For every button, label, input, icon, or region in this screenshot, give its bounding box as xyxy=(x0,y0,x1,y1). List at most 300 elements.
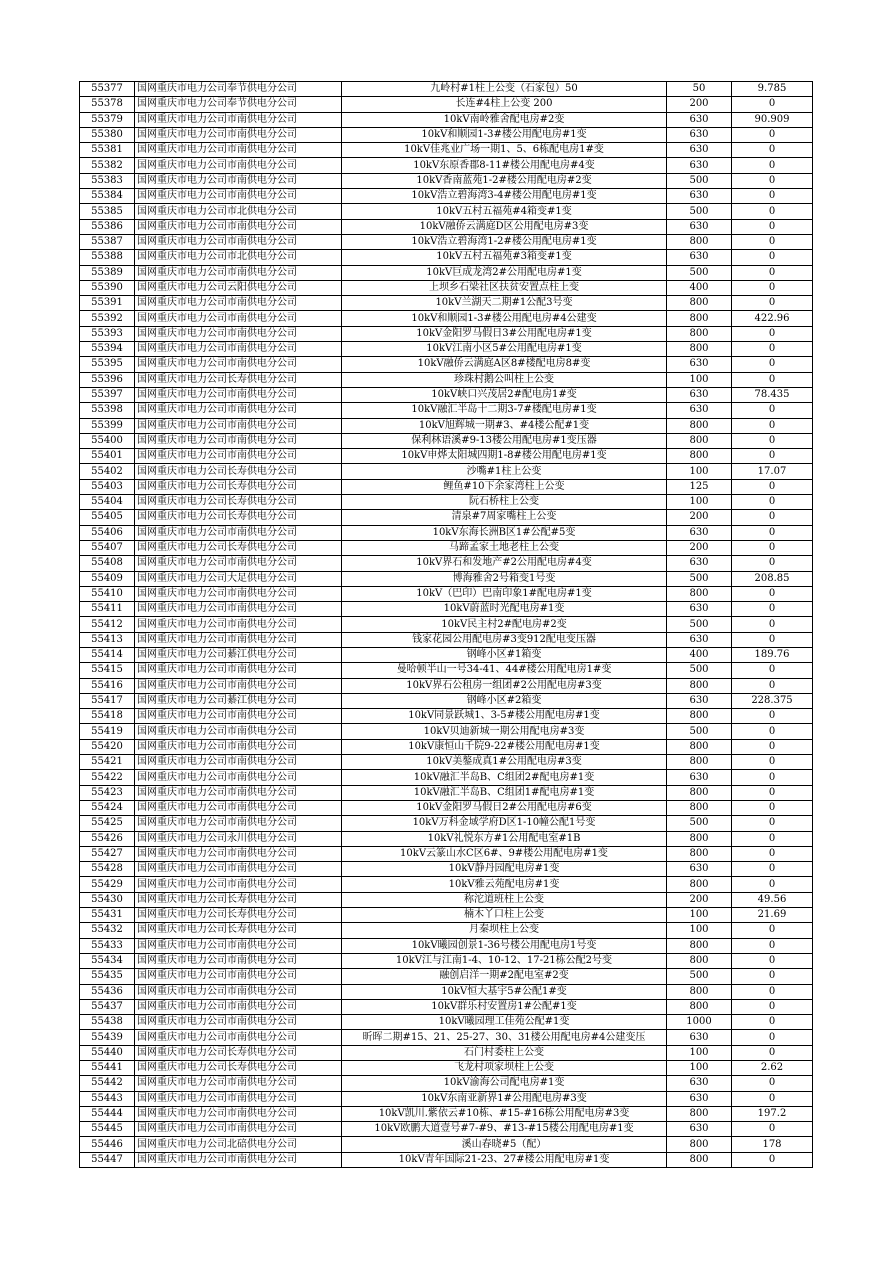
value-cell: 0 xyxy=(732,250,813,265)
row-id-cell: 55432 xyxy=(80,923,135,938)
table-row xyxy=(80,831,813,846)
company-cell: 国网重庆市电力公司市南供电分公司 xyxy=(135,724,342,739)
transformer-name-cell: 10kV民主村2#配电房#2变 xyxy=(342,617,667,632)
row-id-cell: 55430 xyxy=(80,892,135,907)
capacity-cell: 800 xyxy=(667,1137,732,1152)
capacity-cell: 800 xyxy=(667,1152,732,1167)
transformer-name-cell: 10kV东南亚新界1#公用配电房#3变 xyxy=(342,1091,667,1106)
table-row xyxy=(80,158,813,173)
row-id-cell: 55390 xyxy=(80,280,135,295)
table-row xyxy=(80,127,813,142)
company-cell: 国网重庆市电力公司长寿供电分公司 xyxy=(135,923,342,938)
transformer-name-cell: 10kV界石公租房一组团#2公用配电房#3变 xyxy=(342,678,667,693)
value-cell: 0 xyxy=(732,403,813,418)
table-row xyxy=(80,1030,813,1045)
transformer-name-cell: 10kV融汇半岛十二期3-7#楼配电房#1变 xyxy=(342,403,667,418)
value-cell: 2.62 xyxy=(732,1061,813,1076)
capacity-cell: 200 xyxy=(667,97,732,112)
value-cell: 0 xyxy=(732,433,813,448)
capacity-cell: 500 xyxy=(667,173,732,188)
row-id-cell: 55415 xyxy=(80,663,135,678)
company-cell: 国网重庆市电力公司长寿供电分公司 xyxy=(135,495,342,510)
table-row xyxy=(80,387,813,402)
company-cell: 国网重庆市电力公司市南供电分公司 xyxy=(135,984,342,999)
company-cell: 国网重庆市电力公司市南供电分公司 xyxy=(135,678,342,693)
capacity-cell: 630 xyxy=(667,525,732,540)
table-row xyxy=(80,433,813,448)
company-cell: 国网重庆市电力公司市南供电分公司 xyxy=(135,403,342,418)
table-row xyxy=(80,800,813,815)
table-row xyxy=(80,250,813,265)
row-id-cell: 55405 xyxy=(80,510,135,525)
capacity-cell: 50 xyxy=(667,82,732,97)
capacity-cell: 100 xyxy=(667,1061,732,1076)
transformer-name-cell: 10kV金阳罗马假日3#公用配电房#1变 xyxy=(342,326,667,341)
table-row xyxy=(80,602,813,617)
row-id-cell: 55380 xyxy=(80,127,135,142)
value-cell: 90.909 xyxy=(732,112,813,127)
table-row xyxy=(80,739,813,754)
table-row xyxy=(80,999,813,1014)
capacity-cell: 630 xyxy=(667,862,732,877)
transformer-name-cell: 称沱道班柱上公变 xyxy=(342,892,667,907)
table-row xyxy=(80,357,813,372)
company-cell: 国网重庆市电力公司长寿供电分公司 xyxy=(135,510,342,525)
transformer-name-cell: 10kV融侨云满庭A区8#楼配电房8#变 xyxy=(342,357,667,372)
capacity-cell: 630 xyxy=(667,387,732,402)
company-cell: 国网重庆市电力公司市南供电分公司 xyxy=(135,999,342,1014)
capacity-cell: 500 xyxy=(667,204,732,219)
company-cell: 国网重庆市电力公司市南供电分公司 xyxy=(135,296,342,311)
capacity-cell: 800 xyxy=(667,800,732,815)
capacity-cell: 800 xyxy=(667,755,732,770)
row-id-cell: 55383 xyxy=(80,173,135,188)
row-id-cell: 55410 xyxy=(80,586,135,601)
transformer-name-cell: 10kV南岭雅舍配电房#2变 xyxy=(342,112,667,127)
table-row xyxy=(80,969,813,984)
row-id-cell: 55400 xyxy=(80,433,135,448)
value-cell: 0 xyxy=(732,449,813,464)
value-cell: 0 xyxy=(732,816,813,831)
capacity-cell: 500 xyxy=(667,663,732,678)
value-cell: 0 xyxy=(732,372,813,387)
transformer-name-cell: 九岭村#1柱上公变（石家包）50 xyxy=(342,82,667,97)
company-cell: 国网重庆市电力公司市南供电分公司 xyxy=(135,632,342,647)
table-row xyxy=(80,1076,813,1091)
capacity-cell: 800 xyxy=(667,678,732,693)
value-cell: 0 xyxy=(732,724,813,739)
value-cell: 0 xyxy=(732,342,813,357)
value-cell: 178 xyxy=(732,1137,813,1152)
company-cell: 国网重庆市电力公司长寿供电分公司 xyxy=(135,1045,342,1060)
capacity-cell: 500 xyxy=(667,724,732,739)
capacity-cell: 400 xyxy=(667,280,732,295)
capacity-cell: 630 xyxy=(667,189,732,204)
company-cell: 国网重庆市电力公司市南供电分公司 xyxy=(135,1091,342,1106)
value-cell: 422.96 xyxy=(732,311,813,326)
company-cell: 国网重庆市电力公司长寿供电分公司 xyxy=(135,372,342,387)
row-id-cell: 55409 xyxy=(80,571,135,586)
row-id-cell: 55421 xyxy=(80,755,135,770)
row-id-cell: 55429 xyxy=(80,877,135,892)
row-id-cell: 55396 xyxy=(80,372,135,387)
company-cell: 国网重庆市电力公司市南供电分公司 xyxy=(135,1076,342,1091)
capacity-cell: 800 xyxy=(667,433,732,448)
capacity-cell: 1000 xyxy=(667,1015,732,1030)
table-row xyxy=(80,540,813,555)
capacity-cell: 800 xyxy=(667,877,732,892)
capacity-cell: 200 xyxy=(667,510,732,525)
transformer-name-cell: 10kV东海长洲B区1#公配#5变 xyxy=(342,525,667,540)
table-row xyxy=(80,403,813,418)
company-cell: 国网重庆市电力公司市南供电分公司 xyxy=(135,556,342,571)
value-cell: 0 xyxy=(732,755,813,770)
transformer-name-cell: 10kV巨成龙湾2#公用配电房#1变 xyxy=(342,265,667,280)
value-cell: 0 xyxy=(732,158,813,173)
row-id-cell: 55395 xyxy=(80,357,135,372)
company-cell: 国网重庆市电力公司市南供电分公司 xyxy=(135,158,342,173)
value-cell: 0 xyxy=(732,97,813,112)
table-row xyxy=(80,311,813,326)
table-row xyxy=(80,877,813,892)
capacity-cell: 500 xyxy=(667,617,732,632)
row-id-cell: 55436 xyxy=(80,984,135,999)
row-id-cell: 55377 xyxy=(80,82,135,97)
transformer-name-cell: 10kV金阳罗马假日2#公用配电房#6变 xyxy=(342,800,667,815)
row-id-cell: 55389 xyxy=(80,265,135,280)
table-row xyxy=(80,617,813,632)
value-cell: 0 xyxy=(732,709,813,724)
row-id-cell: 55426 xyxy=(80,831,135,846)
capacity-cell: 200 xyxy=(667,540,732,555)
value-cell: 0 xyxy=(732,525,813,540)
capacity-cell: 800 xyxy=(667,311,732,326)
company-cell: 国网重庆市电力公司市南供电分公司 xyxy=(135,816,342,831)
value-cell: 0 xyxy=(732,1091,813,1106)
row-id-cell: 55446 xyxy=(80,1137,135,1152)
capacity-cell: 800 xyxy=(667,999,732,1014)
value-cell: 0 xyxy=(732,877,813,892)
company-cell: 国网重庆市电力公司市南供电分公司 xyxy=(135,1122,342,1137)
capacity-cell: 800 xyxy=(667,1106,732,1121)
value-cell: 49.56 xyxy=(732,892,813,907)
transformer-name-cell: 曼哈顿半山一号34-41、44#楼公用配电房1#变 xyxy=(342,663,667,678)
row-id-cell: 55431 xyxy=(80,908,135,923)
transformer-name-cell: 10kV佳兆业广场一期1、5、6栋配电房1#变 xyxy=(342,143,667,158)
row-id-cell: 55388 xyxy=(80,250,135,265)
company-cell: 国网重庆市电力公司长寿供电分公司 xyxy=(135,464,342,479)
row-id-cell: 55440 xyxy=(80,1045,135,1060)
capacity-cell: 800 xyxy=(667,938,732,953)
company-cell: 国网重庆市电力公司市南供电分公司 xyxy=(135,877,342,892)
value-cell: 0 xyxy=(732,617,813,632)
row-id-cell: 55434 xyxy=(80,953,135,968)
capacity-cell: 100 xyxy=(667,372,732,387)
table-row xyxy=(80,632,813,647)
table-row xyxy=(80,785,813,800)
capacity-cell: 800 xyxy=(667,984,732,999)
value-cell: 0 xyxy=(732,296,813,311)
company-cell: 国网重庆市电力公司长寿供电分公司 xyxy=(135,540,342,555)
value-cell: 0 xyxy=(732,846,813,861)
value-cell: 0 xyxy=(732,663,813,678)
company-cell: 国网重庆市电力公司市南供电分公司 xyxy=(135,709,342,724)
transformer-name-cell: 10kV五村五福苑#3箱变#1变 xyxy=(342,250,667,265)
value-cell: 0 xyxy=(732,862,813,877)
table-row xyxy=(80,816,813,831)
table-row xyxy=(80,97,813,112)
company-cell: 国网重庆市电力公司市南供电分公司 xyxy=(135,739,342,754)
value-cell: 0 xyxy=(732,586,813,601)
table-row xyxy=(80,143,813,158)
table-row xyxy=(80,418,813,433)
row-id-cell: 55418 xyxy=(80,709,135,724)
table-row xyxy=(80,1122,813,1137)
row-id-cell: 55442 xyxy=(80,1076,135,1091)
row-id-cell: 55382 xyxy=(80,158,135,173)
company-cell: 国网重庆市电力公司市南供电分公司 xyxy=(135,234,342,249)
transformer-table-body xyxy=(80,82,813,1168)
row-id-cell: 55417 xyxy=(80,693,135,708)
company-cell: 国网重庆市电力公司市南供电分公司 xyxy=(135,219,342,234)
transformer-name-cell: 10kV申烨太阳城四期1-8#楼公用配电房#1变 xyxy=(342,449,667,464)
capacity-cell: 800 xyxy=(667,342,732,357)
company-cell: 国网重庆市电力公司市南供电分公司 xyxy=(135,342,342,357)
company-cell: 国网重庆市电力公司綦江供电分公司 xyxy=(135,647,342,662)
value-cell: 0 xyxy=(732,265,813,280)
row-id-cell: 55428 xyxy=(80,862,135,877)
value-cell: 0 xyxy=(732,938,813,953)
capacity-cell: 500 xyxy=(667,816,732,831)
company-cell: 国网重庆市电力公司云阳供电分公司 xyxy=(135,280,342,295)
company-cell: 国网重庆市电力公司市南供电分公司 xyxy=(135,449,342,464)
table-row xyxy=(80,326,813,341)
table-row xyxy=(80,280,813,295)
transformer-name-cell: 10kV凯川.紫依云#10栋、#15-#16栋公用配电房#3变 xyxy=(342,1106,667,1121)
capacity-cell: 630 xyxy=(667,1091,732,1106)
row-id-cell: 55387 xyxy=(80,234,135,249)
transformer-name-cell: 鲤鱼#10下余家湾柱上公变 xyxy=(342,479,667,494)
transformer-name-cell: 沙嘴#1柱上公变 xyxy=(342,464,667,479)
value-cell: 0 xyxy=(732,923,813,938)
table-row xyxy=(80,479,813,494)
table-row xyxy=(80,296,813,311)
company-cell: 国网重庆市电力公司市南供电分公司 xyxy=(135,112,342,127)
transformer-name-cell: 10kV美鏊成真1#公用配电房#3变 xyxy=(342,755,667,770)
value-cell: 0 xyxy=(732,540,813,555)
company-cell: 国网重庆市电力公司市南供电分公司 xyxy=(135,173,342,188)
company-cell: 国网重庆市电力公司市南供电分公司 xyxy=(135,953,342,968)
transformer-name-cell: 博海雅舍2号箱变1号变 xyxy=(342,571,667,586)
value-cell: 228.375 xyxy=(732,693,813,708)
company-cell: 国网重庆市电力公司市南供电分公司 xyxy=(135,969,342,984)
row-id-cell: 55408 xyxy=(80,556,135,571)
company-cell: 国网重庆市电力公司长寿供电分公司 xyxy=(135,479,342,494)
transformer-name-cell: 10kV界石和发地产#2公用配电房#4变 xyxy=(342,556,667,571)
company-cell: 国网重庆市电力公司长寿供电分公司 xyxy=(135,908,342,923)
row-id-cell: 55441 xyxy=(80,1061,135,1076)
value-cell: 0 xyxy=(732,1076,813,1091)
value-cell: 0 xyxy=(732,173,813,188)
transformer-name-cell: 10kV融汇半岛B、C组团2#配电房#1变 xyxy=(342,770,667,785)
table-row xyxy=(80,663,813,678)
table-row xyxy=(80,984,813,999)
capacity-cell: 500 xyxy=(667,571,732,586)
value-cell: 0 xyxy=(732,785,813,800)
table-row xyxy=(80,1137,813,1152)
transformer-name-cell: 石门村委柱上公变 xyxy=(342,1045,667,1060)
capacity-cell: 500 xyxy=(667,969,732,984)
row-id-cell: 55398 xyxy=(80,403,135,418)
company-cell: 国网重庆市电力公司市南供电分公司 xyxy=(135,143,342,158)
capacity-cell: 800 xyxy=(667,831,732,846)
value-cell: 208.85 xyxy=(732,571,813,586)
capacity-cell: 630 xyxy=(667,403,732,418)
value-cell: 0 xyxy=(732,739,813,754)
company-cell: 国网重庆市电力公司市南供电分公司 xyxy=(135,189,342,204)
capacity-cell: 630 xyxy=(667,250,732,265)
table-row xyxy=(80,693,813,708)
transformer-name-cell: 10kV云篆山水C区6#、9#楼公用配电房#1变 xyxy=(342,846,667,861)
company-cell: 国网重庆市电力公司市南供电分公司 xyxy=(135,785,342,800)
value-cell: 0 xyxy=(732,1015,813,1030)
transformer-name-cell: 10kV礼悦东方#1公用配电室#1B xyxy=(342,831,667,846)
table-row xyxy=(80,82,813,97)
row-id-cell: 55399 xyxy=(80,418,135,433)
capacity-cell: 630 xyxy=(667,1076,732,1091)
row-id-cell: 55423 xyxy=(80,785,135,800)
value-cell: 0 xyxy=(732,1122,813,1137)
row-id-cell: 55406 xyxy=(80,525,135,540)
table-row xyxy=(80,219,813,234)
transformer-name-cell: 清泉#7周家嘴柱上公变 xyxy=(342,510,667,525)
value-cell: 9.785 xyxy=(732,82,813,97)
row-id-cell: 55412 xyxy=(80,617,135,632)
transformer-name-cell: 10kV静丹园配电房#1变 xyxy=(342,862,667,877)
transformer-name-cell: 钢峰小区#1箱变 xyxy=(342,647,667,662)
company-cell: 国网重庆市电力公司市南供电分公司 xyxy=(135,433,342,448)
value-cell: 0 xyxy=(732,953,813,968)
capacity-cell: 630 xyxy=(667,1030,732,1045)
value-cell: 78.435 xyxy=(732,387,813,402)
table-row xyxy=(80,908,813,923)
row-id-cell: 55439 xyxy=(80,1030,135,1045)
transformer-name-cell: 月秦坝柱上公变 xyxy=(342,923,667,938)
capacity-cell: 800 xyxy=(667,296,732,311)
company-cell: 国网重庆市电力公司永川供电分公司 xyxy=(135,831,342,846)
row-id-cell: 55392 xyxy=(80,311,135,326)
transformer-name-cell: 10kV蔚蓝时光配电房#1变 xyxy=(342,602,667,617)
row-id-cell: 55413 xyxy=(80,632,135,647)
value-cell: 0 xyxy=(732,1030,813,1045)
table-row xyxy=(80,265,813,280)
transformer-name-cell: 阮石桥柱上公变 xyxy=(342,495,667,510)
company-cell: 国网重庆市电力公司市北供电分公司 xyxy=(135,204,342,219)
value-cell: 0 xyxy=(732,1045,813,1060)
company-cell: 国网重庆市电力公司长寿供电分公司 xyxy=(135,892,342,907)
row-id-cell: 55411 xyxy=(80,602,135,617)
transformer-name-cell: 飞龙村项家坝柱上公变 xyxy=(342,1061,667,1076)
row-id-cell: 55447 xyxy=(80,1152,135,1167)
company-cell: 国网重庆市电力公司市南供电分公司 xyxy=(135,1015,342,1030)
capacity-cell: 800 xyxy=(667,418,732,433)
value-cell: 0 xyxy=(732,127,813,142)
transformer-name-cell: 昕晖二期#15、21、25-27、30、31楼公用配电房#4公建变压 xyxy=(342,1030,667,1045)
value-cell: 0 xyxy=(732,831,813,846)
transformer-name-cell: 10kV康恒山千院9-22#楼公用配电房#1变 xyxy=(342,739,667,754)
table-row xyxy=(80,510,813,525)
capacity-cell: 800 xyxy=(667,586,732,601)
row-id-cell: 55397 xyxy=(80,387,135,402)
transformer-name-cell: 10kV雅云苑配电房#1变 xyxy=(342,877,667,892)
capacity-cell: 800 xyxy=(667,953,732,968)
company-cell: 国网重庆市电力公司市南供电分公司 xyxy=(135,800,342,815)
row-id-cell: 55386 xyxy=(80,219,135,234)
transformer-name-cell: 长连#4柱上公变 200 xyxy=(342,97,667,112)
transformer-name-cell: 溪山春晓#5（配） xyxy=(342,1137,667,1152)
row-id-cell: 55404 xyxy=(80,495,135,510)
table-row xyxy=(80,342,813,357)
capacity-cell: 800 xyxy=(667,326,732,341)
row-id-cell: 55427 xyxy=(80,846,135,861)
capacity-cell: 800 xyxy=(667,785,732,800)
row-id-cell: 55401 xyxy=(80,449,135,464)
table-row xyxy=(80,862,813,877)
capacity-cell: 630 xyxy=(667,602,732,617)
company-cell: 国网重庆市电力公司市南供电分公司 xyxy=(135,862,342,877)
capacity-cell: 500 xyxy=(667,265,732,280)
capacity-cell: 800 xyxy=(667,846,732,861)
table-row xyxy=(80,1091,813,1106)
capacity-cell: 800 xyxy=(667,449,732,464)
row-id-cell: 55444 xyxy=(80,1106,135,1121)
value-cell: 0 xyxy=(732,632,813,647)
value-cell: 0 xyxy=(732,602,813,617)
transformer-name-cell: 10kV曦园创景1-36号楼公用配电房1号变 xyxy=(342,938,667,953)
value-cell: 0 xyxy=(732,357,813,372)
value-cell: 0 xyxy=(732,326,813,341)
transformer-name-cell: 钱家花园公用配电房#3变912配电变压器 xyxy=(342,632,667,647)
value-cell: 0 xyxy=(732,479,813,494)
row-id-cell: 55391 xyxy=(80,296,135,311)
row-id-cell: 55433 xyxy=(80,938,135,953)
transformer-name-cell: 10kV江与江南1-4、10-12、17-21栋公配2号变 xyxy=(342,953,667,968)
capacity-cell: 200 xyxy=(667,892,732,907)
table-row xyxy=(80,678,813,693)
value-cell: 0 xyxy=(732,556,813,571)
transformer-name-cell: 10kV浩立碧海湾1-2#楼公用配电房#1变 xyxy=(342,234,667,249)
company-cell: 国网重庆市电力公司市南供电分公司 xyxy=(135,617,342,632)
capacity-cell: 630 xyxy=(667,693,732,708)
company-cell: 国网重庆市电力公司市南供电分公司 xyxy=(135,326,342,341)
table-row xyxy=(80,923,813,938)
company-cell: 国网重庆市电力公司綦江供电分公司 xyxy=(135,693,342,708)
capacity-cell: 630 xyxy=(667,143,732,158)
value-cell: 0 xyxy=(732,219,813,234)
row-id-cell: 55414 xyxy=(80,647,135,662)
capacity-cell: 800 xyxy=(667,739,732,754)
row-id-cell: 55378 xyxy=(80,97,135,112)
company-cell: 国网重庆市电力公司市南供电分公司 xyxy=(135,586,342,601)
table-row xyxy=(80,770,813,785)
value-cell: 0 xyxy=(732,143,813,158)
row-id-cell: 55445 xyxy=(80,1122,135,1137)
row-id-cell: 55402 xyxy=(80,464,135,479)
transformer-name-cell: 10kV香南蓝苑1-2#楼公用配电房#2变 xyxy=(342,173,667,188)
capacity-cell: 100 xyxy=(667,908,732,923)
transformer-name-cell: 10kV曦园理工佳苑公配#1变 xyxy=(342,1015,667,1030)
table-row xyxy=(80,1152,813,1167)
